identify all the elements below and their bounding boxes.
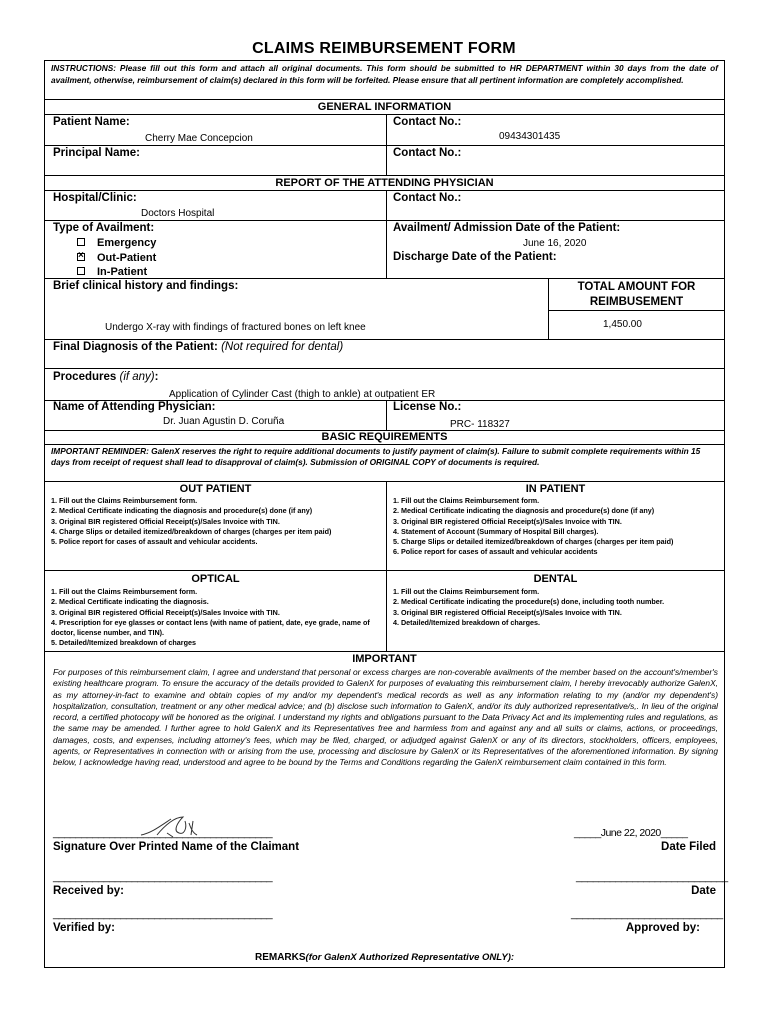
checked-box-icon	[77, 253, 85, 261]
general-heading-text: GENERAL INFORMATION	[317, 101, 452, 113]
list-item: 3. Original BIR registered Official Receipt(s)/Sales Invoice with TIN.	[393, 607, 622, 617]
checkbox-icon	[77, 267, 85, 275]
out-patient-label: Out-Patient	[97, 252, 157, 264]
divider	[386, 191, 387, 220]
list-item: 4. Detailed/Itemized breakdown of charges.	[393, 617, 540, 627]
claimant-signature-line[interactable]: _______________________________________	[53, 827, 273, 839]
important-reminder-text: IMPORTANT REMINDER: GalenX reserves the right to require additional documents to justify payment of claim(s). Failure to submit complete requirements within 15 days from receipt of request shall lead to disapproval of claim(s). Submission of ORIGINAL COPY of documents is required.	[51, 446, 701, 468]
availment-type-label: Type of Availment:	[53, 222, 155, 234]
procedures-label-text: Procedures	[53, 371, 117, 383]
availment-row	[45, 221, 724, 279]
list-item: 3. Original BIR registered Official Receipt(s)/Sales Invoice with TIN.	[393, 516, 622, 526]
out-patient-checkbox[interactable]	[77, 252, 156, 264]
divider	[386, 482, 387, 570]
principal-contact-label: Contact No.:	[393, 147, 462, 159]
list-item: 3. Original BIR registered Official Receipt(s)/Sales Invoice with TIN.	[51, 516, 280, 526]
received-by-label: Received by:	[53, 885, 124, 897]
emergency-label: Emergency	[97, 237, 157, 249]
form-title: CLAIMS REIMBURSEMENT FORM	[252, 40, 516, 57]
outpatient-inpatient-row	[45, 482, 724, 571]
total-amount-label-line1: TOTAL AMOUNT FOR	[577, 281, 696, 293]
list-item: 2. Medical Certificate indicating the diagnosis and procedure(s) done (if any)	[393, 506, 655, 516]
hospital-row	[45, 191, 724, 221]
instructions-text: INSTRUCTIONS: Please fill out this form and attach all original documents. This form should be submitted to HR DEPARTMENT within 30 days from the date of availment, otherwise, reimbursement of claim(s) declared in this form will be forfeited. Please ensure that all pertinent information are completely accomplished.	[45, 61, 724, 100]
attending-physician-field[interactable]: Dr. Juan Agustin D. Coruña	[163, 416, 285, 427]
optical-heading: OPTICAL	[191, 573, 240, 585]
reminder-row	[45, 445, 724, 482]
dental-heading: DENTAL	[533, 573, 578, 585]
diagnosis-label-text: Final Diagnosis of the Patient:	[53, 341, 218, 353]
in-patient-checkbox[interactable]	[77, 266, 147, 278]
list-item: 4. Prescription for eye glasses or contact lens (with name of patient, date, eye grade, name of doctor, license number, and TIN).	[51, 617, 370, 638]
signature-image	[137, 813, 209, 841]
list-item: 1. Fill out the Claims Reimbursement form.	[393, 587, 540, 596]
license-field[interactable]: PRC- 118327	[450, 419, 510, 430]
remarks-label	[45, 952, 724, 963]
total-amount-label-line2: REIMBUSEMENT	[589, 295, 684, 308]
list-item: 1. Fill out the Claims Reimbursement form.	[393, 496, 540, 505]
optical-requirements	[51, 587, 381, 649]
remarks-note: (for GalenX Authorized Representative ONLY):	[305, 952, 515, 963]
physician-heading-text: REPORT OF THE ATTENDING PHYSICIAN	[275, 177, 494, 189]
patient-name-label: Patient Name:	[53, 116, 130, 128]
emergency-checkbox[interactable]	[77, 237, 156, 249]
divider	[386, 115, 387, 145]
attending-physician-row	[45, 401, 724, 431]
out-patient-requirements	[51, 496, 381, 547]
date-label: Date	[691, 885, 716, 897]
date-filed-field[interactable]: _____June 22, 2020_____	[574, 827, 688, 839]
checkbox-icon	[77, 238, 85, 246]
hospital-field[interactable]: Doctors Hospital	[141, 208, 215, 219]
contact-label: Contact No.:	[393, 116, 462, 128]
list-item: 2. Medical Certificate indicating the diagnosis.	[51, 597, 209, 607]
general-information-heading	[45, 100, 724, 115]
list-item: 4. Statement of Account (Summary of Hospital Bill charges).	[393, 526, 599, 536]
list-item: 6. Police report for cases of assault and vehicular accidents	[393, 547, 598, 557]
procedures-label	[53, 371, 158, 383]
date-filed-label: Date Filed	[661, 841, 716, 853]
list-item: 3. Original BIR registered Official Receipt(s)/Sales Invoice with TIN.	[51, 607, 280, 617]
clinical-history-field[interactable]: Undergo X-ray with findings of fractured bones on left knee	[105, 322, 366, 333]
discharge-date-label: Discharge Date of the Patient:	[393, 251, 557, 263]
approved-by-line[interactable]: ___________________________	[571, 908, 723, 920]
divider	[386, 401, 387, 430]
important-heading: IMPORTANT	[352, 653, 417, 665]
requirements-heading-text: BASIC REQUIREMENTS	[321, 431, 448, 443]
list-item: 5. Police report for cases of assault and vehicular accidents.	[51, 537, 258, 547]
clinical-history-row	[45, 279, 724, 340]
divider	[549, 310, 724, 311]
admission-date-label: Availment/ Admission Date of the Patient:	[393, 222, 621, 234]
list-item: 2. Medical Certificate indicating the procedure(s) done, including tooth number.	[393, 597, 665, 607]
procedures-note: (if any)	[119, 371, 155, 383]
received-date-line[interactable]: ___________________________	[576, 871, 728, 883]
verified-by-label: Verified by:	[53, 922, 115, 934]
claimant-signature-label: Signature Over Printed Name of the Claimant	[53, 841, 300, 853]
diagnosis-note: (Not required for dental)	[221, 341, 344, 353]
out-patient-heading: OUT PATIENT	[179, 483, 252, 495]
list-item: 4. Charge Slips or detailed itemized/breakdown of charges (charges per item paid)	[51, 526, 332, 536]
list-item: 5. Detailed/Itemized breakdown of charges	[51, 638, 196, 648]
list-item: 1. Fill out the Claims Reimbursement form.	[51, 587, 198, 596]
in-patient-label: In-Patient	[97, 266, 148, 278]
divider	[386, 146, 387, 175]
claims-form	[44, 60, 728, 968]
hospital-label: Hospital/Clinic:	[53, 192, 137, 204]
in-patient-heading: IN PATIENT	[525, 483, 586, 495]
total-amount-label	[549, 280, 724, 309]
principal-row	[45, 146, 724, 176]
diagnosis-row	[45, 340, 724, 369]
patient-row	[45, 115, 724, 146]
total-amount-field[interactable]: 1,450.00	[603, 319, 642, 330]
attending-physician-label: Name of Attending Physician:	[53, 401, 216, 413]
list-item: 5. Charge Slips or detailed itemized/breakdown of charges (charges per item paid)	[393, 537, 674, 547]
basic-requirements-heading	[45, 431, 724, 445]
remarks-text: REMARKS	[254, 952, 306, 963]
diagnosis-label	[53, 341, 343, 353]
approved-by-label: Approved by:	[625, 922, 700, 934]
contact-field[interactable]: 09434301435	[499, 131, 561, 142]
important-section	[45, 659, 724, 819]
procedures-field[interactable]: Application of Cylinder Cast (thigh to ankle) at outpatient ER	[169, 389, 436, 400]
list-item: 2. Medical Certificate indicating the diagnosis and procedure(s) done (if any)	[51, 506, 313, 516]
optical-dental-row	[45, 571, 724, 652]
consent-text: For purposes of this reimbursement claim, I agree and understand that personal or excess charges are non-coverable availments of the member based on the account's/member's existing healthcare program. To ensure the accuracy of the details provided to GalenX for purposes of evaluating this reimbursement claim, I hereby irrevocably authorize GalenX, as my attorney-in-fact to examine and obtain copies of my and/or my dependent's medical records as well as any information relating to my (and/or my dependent's) hospitalization, consultation, treatment or any other medical advice; and (b) disclose such information to GalenX, and/or its duly authorized representative/s,. In lieu of the original record, a certified photocopy will be honored as the original. I understand my rights and obligations pursuant to the Data Privacy Act and its implementing rules and regulations, as the same may be amended. I further agree to hold GalenX and its Representatives free and harmless from and against any and all suits or claims, actions, or proceedings, damages, costs, and expenses, including attorney's fees, which may be filed, charged, or adjudged against GalenX or any of its directors, stockholders, officers, employees, agents, or Representatives in connection with or arising from the use, processing and disclosure by GalenX or its Representatives of the aforementioned information. By signing below, I acknowledge having read, understood and agree to be bound by the Terms and Conditions regarding the GalenX reimbursement claim contained in this form.	[53, 667, 718, 768]
hospital-contact-label: Contact No.:	[393, 192, 462, 204]
procedures-colon: :	[154, 371, 159, 383]
clinical-history-label: Brief clinical history and findings:	[53, 280, 239, 292]
patient-name-field[interactable]: Cherry Mae Concepcion	[145, 133, 253, 144]
admission-date-field[interactable]: June 16, 2020	[523, 238, 587, 249]
dental-requirements	[393, 587, 719, 628]
principal-name-label: Principal Name:	[53, 147, 140, 159]
received-by-line[interactable]: _______________________________________	[53, 871, 273, 883]
physician-report-heading	[45, 176, 724, 191]
license-label: License No.:	[393, 401, 462, 413]
procedures-row	[45, 369, 724, 401]
list-item: 1. Fill out the Claims Reimbursement form.	[51, 496, 198, 505]
in-patient-requirements	[393, 496, 719, 558]
verified-by-line[interactable]: _______________________________________	[53, 908, 273, 920]
divider	[386, 221, 387, 278]
